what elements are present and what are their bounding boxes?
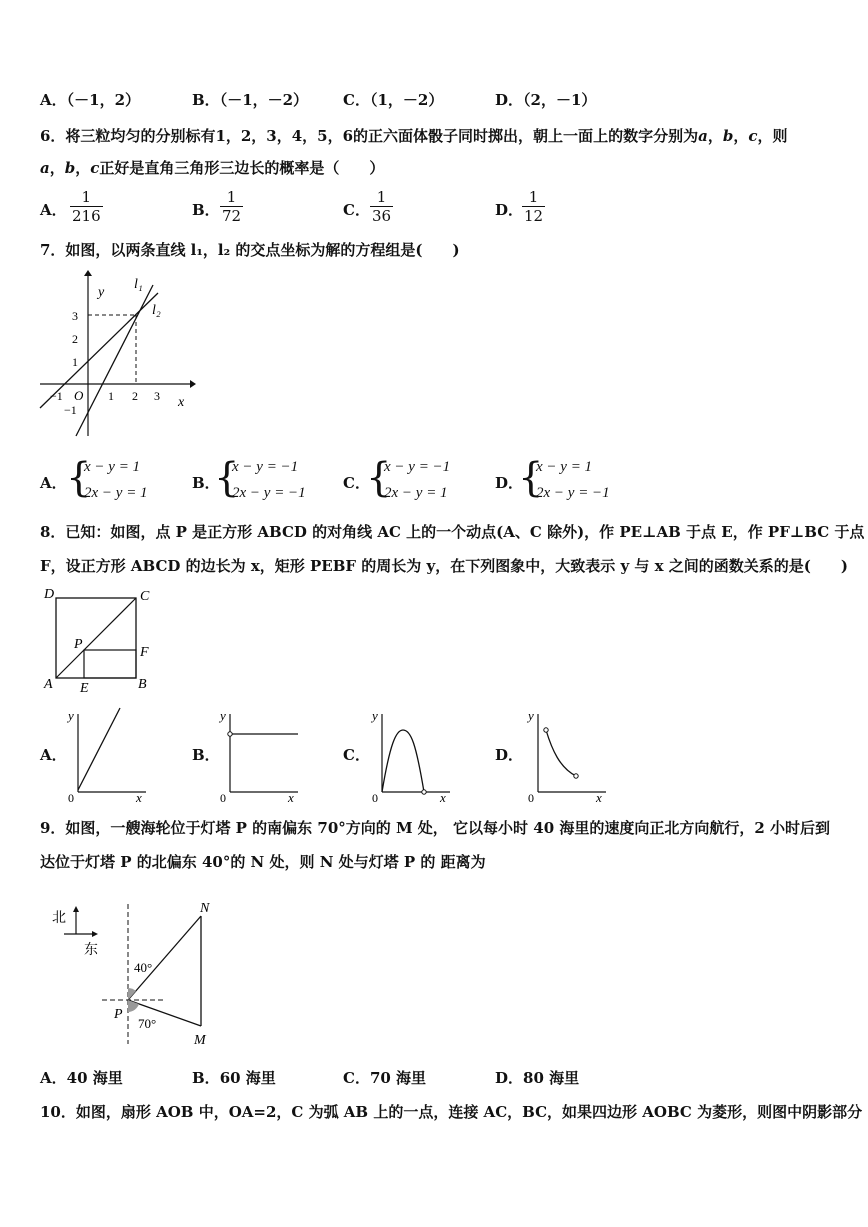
q9-option-b: B．60 海里 — [192, 1069, 276, 1087]
q8-c-axis-y: y — [372, 708, 378, 723]
q7-tick-y-neg1: −1 — [64, 403, 77, 417]
q9-line2: 达位于灯塔 P 的北偏东 40°的 N 处，则 N 处与灯塔 P 的 距离为 — [40, 853, 486, 871]
q8-label-a: A — [44, 677, 53, 692]
q7-stem: 7．如图，以两条直线 l₁，l₂ 的交点坐标为解的方程组是( ) — [40, 241, 460, 259]
q7-option-a-system: { x − y = 1 2x − y = 1 — [66, 455, 148, 501]
q9-north-label: 北 — [52, 911, 66, 926]
q6-option-d-fraction: $\frac{1}{12}$ — [524, 188, 544, 225]
q7-tick-y2: 2 — [72, 332, 78, 346]
q8-d-axis-y: y — [528, 708, 534, 723]
q6-option-a-label: A． — [40, 201, 67, 219]
q8-d-axis-x: x — [596, 790, 602, 805]
q8-c-axis-x: x — [440, 790, 446, 805]
q7-tick-x3: 3 — [154, 389, 160, 403]
q7-option-d-system: { x − y = 1 2x − y = −1 — [518, 455, 610, 501]
q9-label-m: M — [194, 1033, 206, 1048]
q8-label-e: E — [80, 681, 89, 696]
q9-angle-70: 70° — [138, 1016, 157, 1031]
q8-line2: F，设正方形 ABCD 的边长为 x，矩形 PEBF 的周长为 y，在下列图象中，大致表示 y 与 x 之间的函数关系的是( ) — [40, 557, 848, 575]
q8-option-a-label: A． — [40, 746, 67, 764]
q8-a-origin: 0 — [68, 791, 74, 805]
q6-option-a-fraction: $\frac{1}{216}$ — [72, 188, 101, 225]
q7-option-a-label: A． — [40, 474, 67, 492]
q6-line2: a，b，c正好是直角三角形三边长的概率是（ ） — [40, 159, 385, 177]
q7-label-y: y — [98, 285, 105, 300]
q7-origin: O — [74, 388, 84, 403]
q6-line1: 6．将三粒均匀的分别标有1，2，3，4，5，6的正六面体骰子同时掷出，朝上一面上的数字分别为a，b，c，则 — [40, 127, 788, 145]
q5-option-a: A．（－1，2） — [40, 91, 141, 109]
q9-label-n: N — [200, 901, 210, 916]
q8-a-axis-x: x — [136, 790, 142, 805]
q7-option-b-system: { x − y = −1 2x − y = −1 — [214, 455, 306, 501]
q9-option-d: D．80 海里 — [495, 1069, 580, 1087]
q7-option-c-label: C． — [343, 474, 370, 492]
q8-c-origin: 0 — [372, 791, 378, 805]
q9-option-a: A．40 海里 — [40, 1069, 123, 1087]
q7-graph — [36, 268, 196, 440]
q8-option-c-graph — [366, 704, 456, 805]
q6-option-c-fraction: $\frac{1}{36}$ — [372, 188, 392, 225]
q8-b-origin: 0 — [220, 791, 226, 805]
q8-label-d: D — [44, 587, 55, 602]
q9-option-c: C．70 海里 — [343, 1069, 427, 1087]
q7-tick-x1: 1 — [108, 389, 114, 403]
q7-label-x: x — [178, 395, 185, 410]
q8-line1: 8．已知：如图，点 P 是正方形 ABCD 的对角线 AC 上的一个动点(A、C 除外)，作 PE⊥AB 于点 E，作 PF⊥BC 于点 — [40, 523, 865, 541]
q7-tick-y1: 1 — [72, 355, 78, 369]
q9-figure — [46, 898, 226, 1050]
q7-tick-x-neg1: −1 — [50, 389, 63, 403]
q7-label-l1: l₁ — [134, 277, 143, 292]
q8-option-d-label: D． — [495, 746, 524, 764]
q5-option-b: B．（－1，－2） — [192, 91, 309, 109]
q8-option-a-graph — [62, 704, 152, 805]
q8-option-c-label: C． — [343, 746, 370, 764]
q8-option-b-label: B． — [192, 746, 220, 764]
q7-option-d-label: D． — [495, 474, 524, 492]
q8-option-b-graph — [214, 704, 304, 805]
q9-label-p: P — [114, 1007, 123, 1022]
q7-label-l2: l₂ — [152, 303, 161, 318]
q5-option-d: D．（2，－1） — [495, 91, 597, 109]
q7-option-c-system: { x − y = −1 2x − y = 1 — [366, 455, 451, 501]
q9-angle-40: 40° — [134, 960, 153, 975]
q9-east-label: 东 — [84, 943, 98, 958]
q8-d-origin: 0 — [528, 791, 534, 805]
q8-b-axis-x: x — [288, 790, 294, 805]
q10-line1: 10．如图，扇形 AOB 中，OA=2，C 为弧 AB 上的一点，连接 AC，BC，如果四边形 AOBC 为菱形，则图中阴影部分 — [40, 1103, 863, 1121]
q8-square-figure — [40, 586, 160, 694]
q8-b-axis-y: y — [220, 708, 226, 723]
q6-option-b-label: B． — [192, 201, 220, 219]
q6-option-d-label: D． — [495, 201, 524, 219]
q8-label-f: F — [140, 645, 149, 660]
q7-tick-x2: 2 — [132, 389, 138, 403]
q8-label-p: P — [74, 637, 83, 652]
q8-label-c: C — [140, 589, 150, 604]
q8-option-d-graph — [522, 704, 612, 805]
q9-line1: 9．如图，一艘海轮位于灯塔 P 的南偏东 70°方向的 M 处， 它以每小时 40 海里的速度向正北方向航行，2 小时后到 — [40, 819, 831, 837]
q6-option-c-label: C． — [343, 201, 370, 219]
q7-option-b-label: B． — [192, 474, 220, 492]
q7-tick-y3: 3 — [72, 309, 78, 323]
q6-option-b-fraction: $\frac{1}{72}$ — [222, 188, 242, 225]
q8-label-b: B — [138, 677, 147, 692]
q8-a-axis-y: y — [68, 708, 74, 723]
q5-option-c: C．（1，－2） — [343, 91, 444, 109]
